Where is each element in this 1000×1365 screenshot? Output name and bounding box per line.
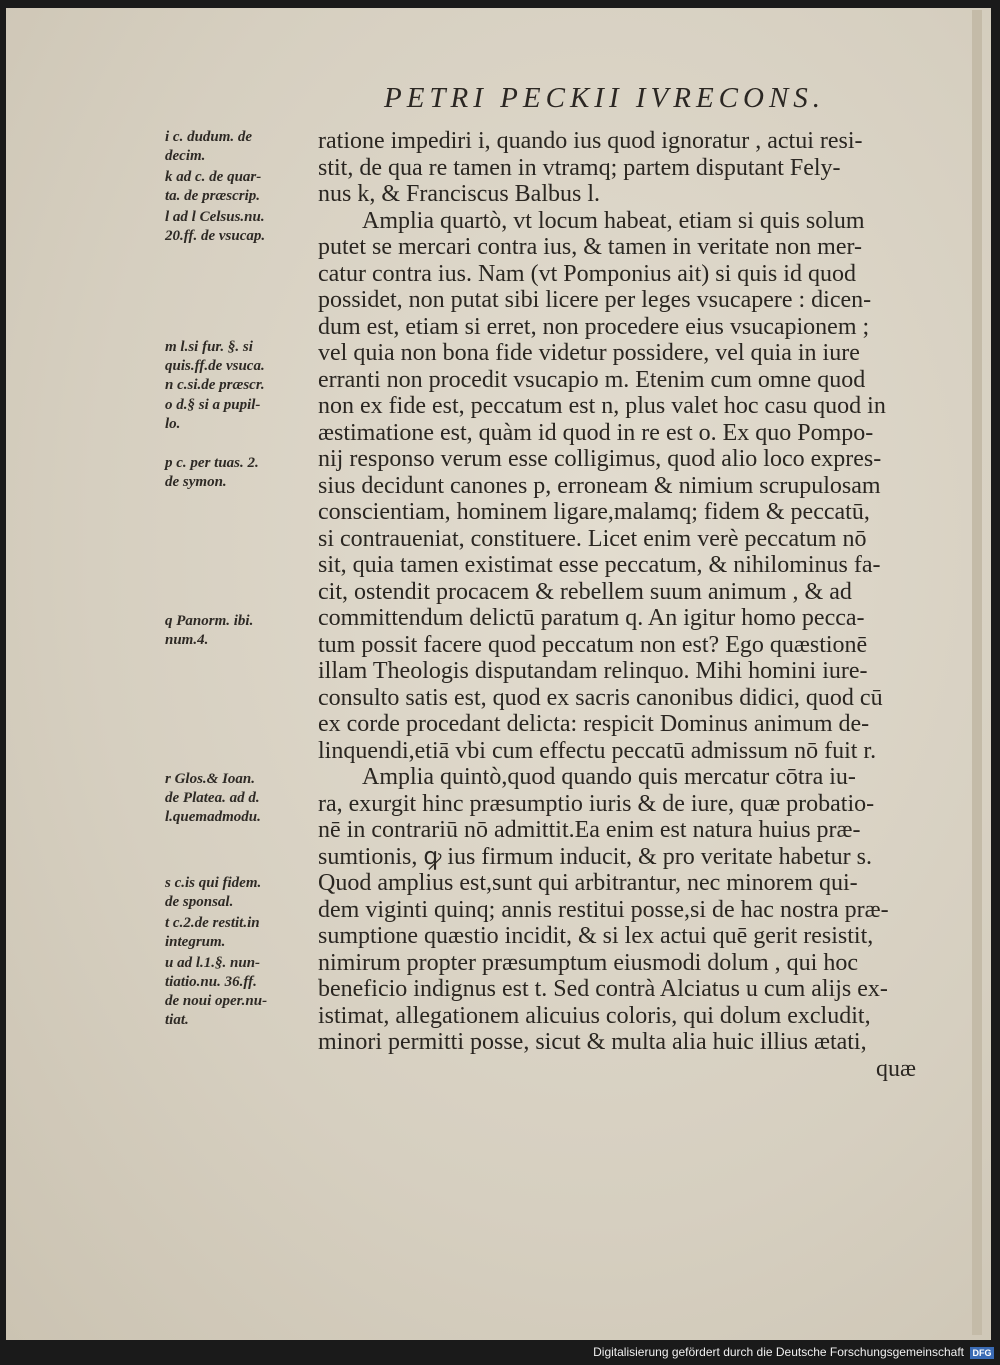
text-line: sumtionis, ꝙ ius firmum inducit, & pro veritate habetur s. <box>318 843 872 870</box>
margin-note-line: l ad l Celsus.nu. <box>165 209 265 225</box>
margin-note-line: tiat. <box>165 1012 189 1028</box>
margin-note-line: u ad l.1.§. nun- <box>165 955 261 971</box>
margin-note-line: q Panorm. ibi. <box>165 613 254 629</box>
margin-note-line: r Glos.& Ioan. <box>165 771 256 787</box>
text-line: tum possit facere quod peccatum non est? Ego quæstionē <box>318 631 868 658</box>
margin-note-line: o d.§ si a pupil- <box>165 397 261 413</box>
margin-note-line: ta. de præscrip. <box>165 188 260 204</box>
text-line: nus k, & Franciscus Balbus l. <box>318 181 600 207</box>
text-line: ra, exurgit hinc præsumptio iuris & de iure, quæ probatio- <box>318 790 875 817</box>
text-line: possidet, non putat sibi licere per leges vsucapere : dicen- <box>318 287 872 313</box>
text-line: Amplia quintò,quod quando quis mercatur cōtra iu- <box>362 764 856 790</box>
margin-note-line: 20.ff. de vsucap. <box>165 228 266 244</box>
text-line: dem viginti quinq; annis restitui posse,si de hac nostra præ- <box>318 896 889 923</box>
margin-note-line: p c. per tuas. 2. <box>165 455 259 471</box>
text-line: putet se mercari contra ius, & tamen in veritate non mer- <box>318 234 862 260</box>
margin-note-line: t c.2.de restit.in <box>165 915 260 931</box>
text-line: sit, quia tamen existimat esse peccatum, & nihilominus fa- <box>318 552 881 578</box>
text-line: vel quia non bona fide videtur possidere, vel quia in iure <box>318 340 860 366</box>
margin-note <box>165 874 320 912</box>
text-line: minori permitti posse, sicut & multa alia huic illius ætati, <box>318 1029 867 1055</box>
margin-note-line: tiatio.nu. 36.ff. <box>165 974 257 990</box>
text-line: sumptione quæstio incidit, & si lex actui quē gerit resistit, <box>318 923 874 949</box>
text-line: sius decidunt canones p, erroneam & nimium scrupulosam <box>318 472 881 499</box>
margin-note <box>165 914 320 952</box>
footer-credit: Digitalisierung gefördert durch die Deutsche Forschungsgemeinschaft <box>593 1345 964 1359</box>
margin-note <box>165 168 320 206</box>
margin-note-line: s c.is qui fidem. <box>165 875 262 891</box>
text-line: linquendi,etiā vbi cum effectu peccatū admissum nō fuit r. <box>318 737 877 764</box>
margin-note-line: quis.ff.de vsuca. <box>165 358 265 374</box>
text-line: cit, ostendit procacem & rebellem suum animum , & ad <box>318 578 852 605</box>
margin-note <box>165 376 320 395</box>
margin-note-line: de symon. <box>165 474 227 490</box>
margin-note-line: de Platea. ad d. <box>165 790 260 806</box>
text-line: istimat, allegationem alicuius coloris, qui dolum excludit, <box>318 1002 871 1029</box>
text-line: ex corde procedant delicta: respicit Dominus animum de- <box>318 711 870 737</box>
catchword: quæ <box>875 1055 916 1082</box>
text-line: committendum delictū paratum q. An igitur homo pecca- <box>318 605 865 631</box>
margin-note-line: n c.si.de præscr. <box>165 377 265 393</box>
margin-note-line: i c. dudum. de <box>165 129 253 145</box>
margin-note-line: decim. <box>165 148 206 164</box>
margin-note <box>165 338 320 376</box>
margin-note <box>165 128 320 166</box>
page-edge <box>972 10 982 1335</box>
margin-note <box>165 208 320 246</box>
text-line: illam Theologis disputandam relinquo. Mihi homini iure- <box>318 658 868 684</box>
dfg-logo: DFG <box>970 1347 994 1359</box>
text-line: non ex fide est, peccatum est n, plus valet hoc casu quod in <box>318 393 886 419</box>
text-line: erranti non procedit vsucapio m. Etenim cum omne quod <box>318 366 866 393</box>
margin-note-line: de sponsal. <box>165 894 234 910</box>
margin-note-line: integrum. <box>165 934 226 950</box>
text-line: ratione impediri i, quando ius quod ignoratur , actui resi- <box>318 128 863 154</box>
margin-note-line: de noui oper.nu- <box>165 993 268 1009</box>
running-header: PETRI PECKII IVRECONS. <box>384 82 826 114</box>
text-line: conscientiam, hominem ligare,malamq; fidem & peccatū, <box>318 499 870 525</box>
margin-note <box>165 954 320 1030</box>
text-line: nij responso verum esse colligimus, quod alio loco expres- <box>318 446 882 472</box>
margin-note-line: num.4. <box>165 632 209 648</box>
margin-note <box>165 770 320 827</box>
margin-note-line: k ad c. de quar- <box>165 169 262 185</box>
text-line: catur contra ius. Nam (vt Pomponius ait) si quis id quod <box>318 260 856 287</box>
text-line: consulto satis est, quod ex sacris canonibus didici, quod cū <box>318 684 883 711</box>
margin-note-line: lo. <box>165 416 181 432</box>
text-line: æstimatione est, quàm id quod in re est o. Ex quo Pompo- <box>318 419 874 446</box>
text-line: Amplia quartò, vt locum habeat, etiam si quis solum <box>362 207 865 234</box>
text-line: stit, de qua re tamen in vtramq; partem disputant Fely- <box>318 154 841 181</box>
text-line: si contraueniat, constituere. Licet enim verè peccatum nō <box>318 525 867 552</box>
text-line: Quod amplius est,sunt qui arbitrantur, nec minorem qui- <box>318 870 858 896</box>
margin-note <box>165 454 320 492</box>
text-line: dum est, etiam si erret, non procedere eius vsucapionem ; <box>318 313 870 340</box>
margin-note <box>165 396 320 434</box>
margin-note-line: m l.si fur. §. si <box>165 339 253 355</box>
text-line: beneficio indignus est t. Sed contrà Alciatus u cum alijs ex- <box>318 976 888 1002</box>
margin-note <box>165 612 320 650</box>
margin-note-line: l.quemadmodu. <box>165 809 261 825</box>
text-line: nē in contrariū nō admittit.Ea enim est natura huius præ- <box>318 817 861 843</box>
text-line: nimirum propter præsumptum eiusmodi dolum , qui hoc <box>318 949 858 976</box>
body-text <box>318 128 938 1082</box>
